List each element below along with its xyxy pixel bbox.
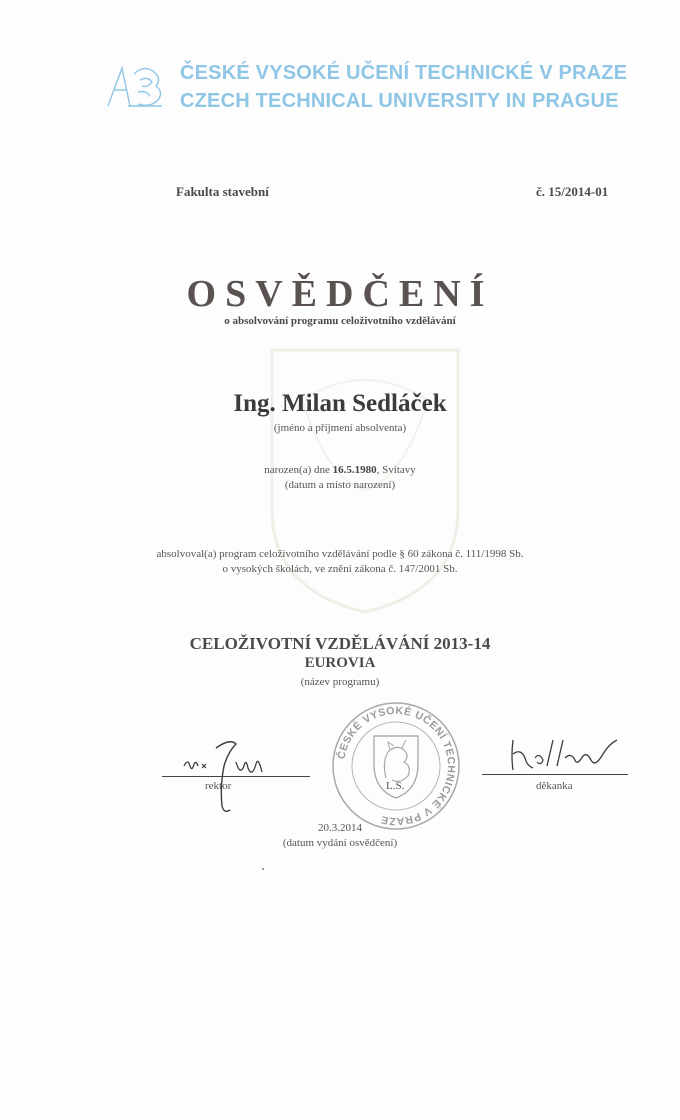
dean-signature xyxy=(505,730,625,778)
program-name: CELOŽIVOTNÍ VZDĚLÁVÁNÍ 2013-14 xyxy=(189,634,491,653)
university-seal-stamp xyxy=(330,700,462,832)
seal-text: ČESKÉ VYSOKÉ UČENÍ TECHNICKÉ V PRAZE xyxy=(335,704,458,828)
certificate-title: OSVĚDČENÍ xyxy=(186,273,494,315)
stray-mark xyxy=(262,868,264,870)
seal-mark: L.S. xyxy=(386,780,405,792)
rector-label: rektor xyxy=(205,780,232,792)
birth-line xyxy=(0,464,680,476)
dean-signature-line xyxy=(482,774,628,775)
law-statement-line-1: absolvoval(a) program celoživotního vzdělávání podle § 60 zákona č. 111/1998 Sb. xyxy=(156,548,524,560)
rector-signature xyxy=(178,736,288,818)
issue-date-caption: (datum vydání osvědčení) xyxy=(282,837,398,849)
birth-caption: (datum a místo narození) xyxy=(284,479,396,491)
issue-date: 20.3.2014 xyxy=(318,822,362,834)
graduate-name-caption: (jméno a příjmení absolventa) xyxy=(273,422,407,434)
birth-place: , Svitavy xyxy=(376,464,416,476)
dean-label: děkanka xyxy=(536,780,573,792)
rector-signature-line xyxy=(162,776,310,777)
ctu-logo-icon xyxy=(104,62,168,110)
birth-prefix: narozen(a) dne xyxy=(264,464,330,476)
university-name-cz: ČESKÉ VYSOKÉ UČENÍ TECHNICKÉ V PRAZE xyxy=(180,62,628,84)
graduate-name: Ing. Milan Sedláček xyxy=(233,390,447,417)
law-statement-line-2: o vysokých školách, ve znění zákona č. 147/2001 Sb. xyxy=(222,563,458,575)
faculty-name: Fakulta stavební xyxy=(176,184,269,199)
university-name-en: CZECH TECHNICAL UNIVERSITY IN PRAGUE xyxy=(180,90,619,112)
certificate-subtitle: o absolvování programu celoživotního vzdělávání xyxy=(224,315,456,327)
birth-date: 16.5.1980 xyxy=(332,464,377,476)
program-partner: EUROVIA xyxy=(304,655,376,671)
svg-text:ČESKÉ VYSOKÉ UČENÍ TECHNICKÉ V xyxy=(334,705,457,827)
certificate-number: č. 15/2014-01 xyxy=(536,184,609,199)
program-caption: (název programu) xyxy=(300,676,380,688)
